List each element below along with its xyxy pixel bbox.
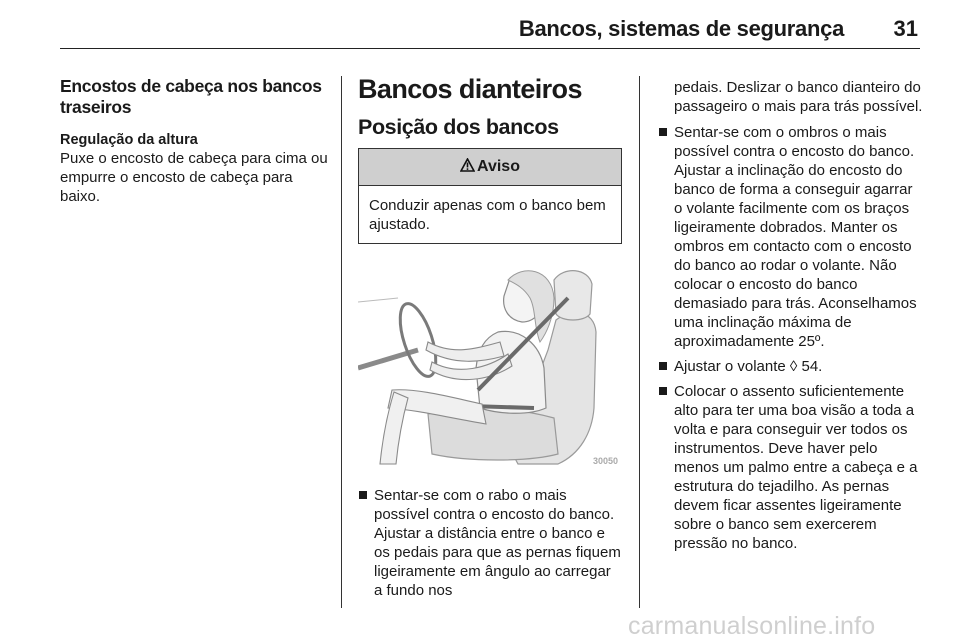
list-item xyxy=(658,123,924,351)
warning-text: Conduzir apenas com o banco bem ajustado. xyxy=(369,197,606,233)
bullet-text: Ajustar o volante xyxy=(674,358,786,375)
continued-text: pedais. Deslizar o banco dianteiro do passageiro o mais para trás possível. xyxy=(674,79,923,115)
watermark: carmanualsonline.info xyxy=(628,612,876,640)
front-seats-title: Bancos dianteiros xyxy=(358,74,582,104)
bullet-square-icon xyxy=(359,491,367,499)
bullet-square-icon xyxy=(659,128,667,136)
page-header xyxy=(60,14,920,49)
bullet-square-icon xyxy=(659,362,667,370)
rear-headrests-heading: Encostos de cabeça nos bancos traseiros xyxy=(60,76,322,117)
header-title: Bancos, sistemas de segurança xyxy=(518,16,844,41)
bullet-square-icon xyxy=(659,387,667,395)
column-divider xyxy=(639,76,640,608)
list-item xyxy=(358,486,622,600)
bullet-text: Colocar o assento suficientemente alto para ter uma boa visão a toda a volta e para conseguir ver todos os instrumentos. Deve haver pelo menos um palmo entre a cabeça e a estrutura do tejadilho. As pernas devem ficar assentes ligeiramente sobre o banco sem exercerem pressão no banco. xyxy=(674,383,918,552)
seat-adjust-list-continued xyxy=(658,123,924,553)
seat-position-illustration xyxy=(358,258,622,470)
column-continued xyxy=(658,78,924,559)
figure-number: 30050 xyxy=(592,456,618,466)
bullet-text: Sentar-se com o rabo o mais possível contra o encosto do banco. Ajustar a distância entre o banco e os pedais para que as pernas fiquem ligeiramente em ângulo ao carregar a fundo nos xyxy=(374,487,621,599)
warning-triangle-icon xyxy=(460,158,475,177)
height-adjust-text: Puxe o encosto de cabeça para cima ou empurre o encosto de cabeça para baixo. xyxy=(60,150,328,205)
seat-adjust-list xyxy=(358,486,622,600)
page-reference-icon: ◊ xyxy=(789,358,798,375)
column-front-seats xyxy=(358,76,622,606)
bullet-text: Sentar-se com o ombros o mais possível contra o encosto do banco. Ajustar a inclinação do encosto do banco de forma a conseguir agarrar o volante facilmente com os braços ligeiramente dobrados. Manter os ombros em contacto com o encosto do banco ao rodar o volante. Não colocar o encosto do banco demasiado para trás. Aconselhamos uma inclinação máxima de aproximadamente 25º. xyxy=(674,124,917,350)
seat-position-heading: Posição dos bancos xyxy=(358,115,559,139)
column-rear-headrests xyxy=(60,76,332,206)
height-adjust-subheading: Regulação da altura xyxy=(60,132,198,148)
page-number: 31 xyxy=(893,16,918,41)
warning-label: Aviso xyxy=(477,158,520,175)
column-divider xyxy=(341,76,342,608)
warning-header xyxy=(359,149,621,186)
page-reference-link[interactable]: 54. xyxy=(801,358,823,375)
list-item xyxy=(658,382,924,553)
list-item xyxy=(658,357,924,376)
warning-box xyxy=(358,148,622,244)
